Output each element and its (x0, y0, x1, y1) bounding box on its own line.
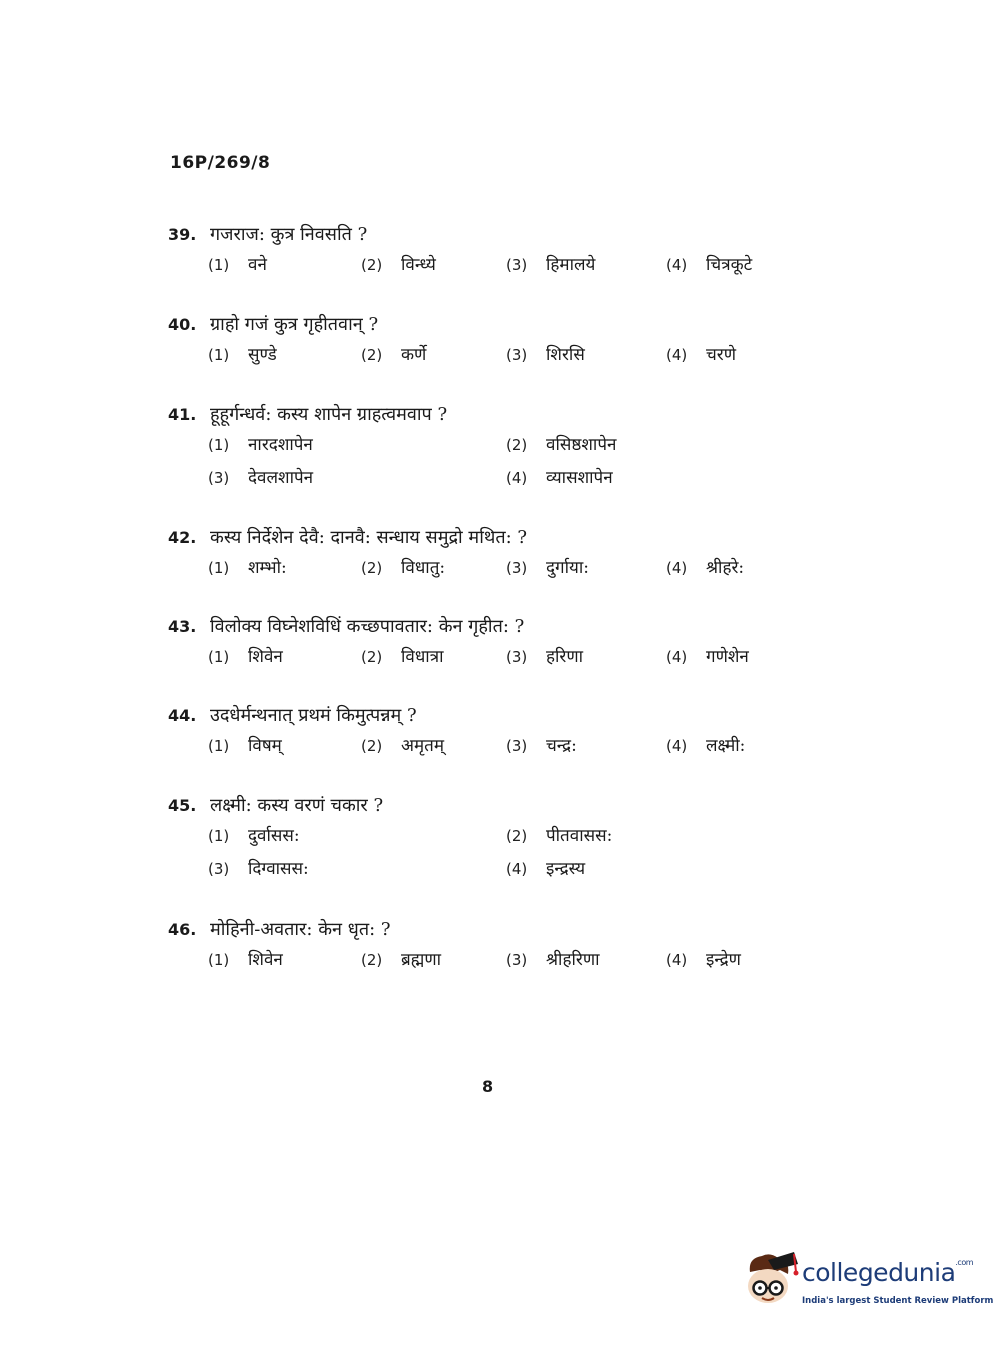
paper-code: 16P/269/8 (170, 153, 271, 173)
option-2[interactable] (361, 644, 444, 667)
option-1[interactable] (208, 342, 277, 365)
option-number: (1) (208, 346, 230, 364)
options-row (168, 428, 808, 461)
option-2[interactable] (361, 252, 436, 275)
option-number: (2) (361, 559, 383, 577)
option-1[interactable] (208, 252, 267, 275)
option-2[interactable] (361, 733, 444, 756)
option-number: (2) (506, 436, 528, 454)
option-1[interactable] (208, 947, 283, 970)
option-text: श्रीहरे: (706, 558, 745, 578)
option-3[interactable] (208, 856, 309, 879)
option-2[interactable] (361, 947, 441, 970)
question-41 (168, 402, 808, 494)
option-text: चरणे (706, 345, 737, 365)
question-stem (168, 917, 808, 943)
option-number: (3) (506, 648, 528, 666)
option-number: (1) (208, 559, 230, 577)
option-number: (2) (361, 737, 383, 755)
option-2[interactable] (361, 555, 445, 578)
option-number: (4) (666, 256, 688, 274)
option-number: (1) (208, 951, 230, 969)
option-text: इन्द्रस्य (546, 859, 586, 879)
options-row (168, 338, 808, 372)
option-text: अमृतम् (401, 736, 445, 756)
option-text: चित्रकूटे (706, 255, 753, 275)
option-3[interactable] (506, 947, 600, 970)
option-text: दुर्गाया: (546, 558, 589, 578)
question-39 (168, 222, 808, 282)
question-stem (168, 525, 808, 551)
question-number: 46. (168, 920, 197, 939)
question-text: कस्य निर्देशेन देवै: दानवै: सन्धाय समुद्रो मथित: ? (210, 527, 528, 548)
question-42 (168, 525, 808, 585)
option-text: विषम् (248, 736, 282, 756)
option-text: शम्भो: (248, 558, 287, 578)
option-text: शिवेन (248, 647, 283, 667)
option-text: वने (248, 255, 267, 275)
option-4[interactable] (666, 342, 736, 365)
option-number: (2) (361, 951, 383, 969)
question-45 (168, 793, 808, 885)
option-3[interactable] (506, 252, 595, 275)
option-text: गणेशेन (706, 647, 749, 667)
option-number: (3) (208, 469, 230, 487)
option-number: (4) (506, 860, 528, 878)
option-2[interactable] (361, 342, 426, 365)
option-text: हरिणा (546, 647, 584, 667)
options-row (168, 248, 808, 282)
option-number: (1) (208, 648, 230, 666)
options-row (168, 729, 808, 763)
option-text: विन्ध्ये (401, 255, 436, 275)
question-40 (168, 312, 808, 372)
option-number: (3) (208, 860, 230, 878)
option-number: (4) (666, 951, 688, 969)
option-number: (4) (666, 737, 688, 755)
option-4[interactable] (666, 644, 749, 667)
question-number: 40. (168, 315, 197, 334)
option-number: (3) (506, 951, 528, 969)
option-number: (3) (506, 256, 528, 274)
option-text: व्यासशापेन (546, 468, 613, 488)
option-text: चन्द्र: (546, 736, 577, 756)
option-text: इन्द्रेण (706, 950, 741, 970)
option-number: (1) (208, 737, 230, 755)
question-number: 44. (168, 706, 197, 725)
option-1[interactable] (208, 823, 300, 846)
question-number: 43. (168, 617, 197, 636)
question-46 (168, 917, 808, 977)
options-row (168, 551, 808, 585)
question-stem (168, 614, 808, 640)
page-number: 8 (482, 1077, 494, 1096)
option-3[interactable] (506, 342, 585, 365)
question-text: विलोक्य विघ्नेशविधिं कच्छपावतार: केन गृहीत: ? (210, 616, 525, 637)
option-number: (2) (361, 648, 383, 666)
option-text: लक्ष्मी: (706, 736, 746, 756)
option-text: विधात्रा (401, 647, 444, 667)
option-number: (3) (506, 346, 528, 364)
question-text: ग्राहो गजं कुत्र गृहीतवान् ? (210, 314, 379, 335)
options-row (168, 640, 808, 674)
option-text: शिरसि (546, 345, 585, 365)
option-number: (4) (666, 346, 688, 364)
option-text: नारदशापेन (248, 435, 313, 455)
option-text: सुण्डे (248, 345, 277, 365)
option-4[interactable] (666, 733, 745, 756)
option-4[interactable] (666, 947, 741, 970)
question-44 (168, 703, 808, 763)
question-stem (168, 703, 808, 729)
option-text: दिग्वासस: (248, 859, 309, 879)
question-number: 39. (168, 225, 197, 244)
option-text: शिवेन (248, 950, 283, 970)
question-stem (168, 402, 808, 428)
logo-wordmark: collegedunia$^{.com}$ (802, 1258, 974, 1287)
option-4[interactable] (666, 252, 752, 275)
mascot-icon (740, 1250, 800, 1312)
option-number: (4) (666, 559, 688, 577)
option-text: श्रीहरिणा (546, 950, 600, 970)
question-number: 42. (168, 528, 197, 547)
option-number: (2) (361, 346, 383, 364)
option-text: हिमालये (546, 255, 596, 275)
option-3[interactable] (208, 465, 313, 488)
option-text: ब्रह्मणा (401, 950, 442, 970)
option-3[interactable] (506, 644, 583, 667)
question-stem (168, 222, 808, 248)
question-43 (168, 614, 808, 674)
option-text: विधातु: (401, 558, 446, 578)
option-3[interactable] (506, 555, 589, 578)
option-number: (1) (208, 827, 230, 845)
logo-tagline: India's largest Student Review Platform (802, 1296, 994, 1306)
options-row (168, 852, 808, 885)
option-4[interactable] (666, 555, 744, 578)
option-4[interactable] (506, 465, 613, 488)
question-stem (168, 312, 808, 338)
collegedunia-logo[interactable] (740, 1250, 994, 1320)
option-text: वसिष्ठशापेन (546, 435, 617, 455)
option-text: देवलशापेन (248, 468, 314, 488)
option-number: (4) (666, 648, 688, 666)
question-number: 45. (168, 796, 197, 815)
question-stem (168, 793, 808, 819)
option-3[interactable] (506, 733, 577, 756)
question-text: लक्ष्मी: कस्य वरणं चकार ? (210, 795, 384, 816)
options-row (168, 943, 808, 977)
option-number: (4) (506, 469, 528, 487)
option-1[interactable] (208, 733, 282, 756)
question-number: 41. (168, 405, 197, 424)
option-1[interactable] (208, 432, 313, 455)
question-text: उदधेर्मन्थनात् प्रथमं किमुत्पन्नम् ? (210, 705, 417, 726)
options-row (168, 819, 808, 852)
option-4[interactable] (506, 856, 585, 879)
option-1[interactable] (208, 644, 283, 667)
question-text: हूहूर्गन्धर्व: कस्य शापेन ग्राहत्वमवाप ? (210, 404, 448, 425)
options-row (168, 461, 808, 494)
option-number: (3) (506, 737, 528, 755)
option-text: कर्णे (401, 345, 427, 365)
option-number: (1) (208, 436, 230, 454)
option-2[interactable] (506, 432, 616, 455)
question-text: मोहिनी-अवतार: केन धृत: ? (210, 919, 391, 940)
option-number: (3) (506, 559, 528, 577)
option-number: (2) (361, 256, 383, 274)
question-text: गजराज: कुत्र निवसति ? (210, 224, 368, 245)
option-1[interactable] (208, 555, 287, 578)
option-text: दुर्वासस: (248, 826, 300, 846)
option-text: पीतवासस: (546, 826, 613, 846)
option-number: (1) (208, 256, 230, 274)
option-2[interactable] (506, 823, 612, 846)
option-number: (2) (506, 827, 528, 845)
